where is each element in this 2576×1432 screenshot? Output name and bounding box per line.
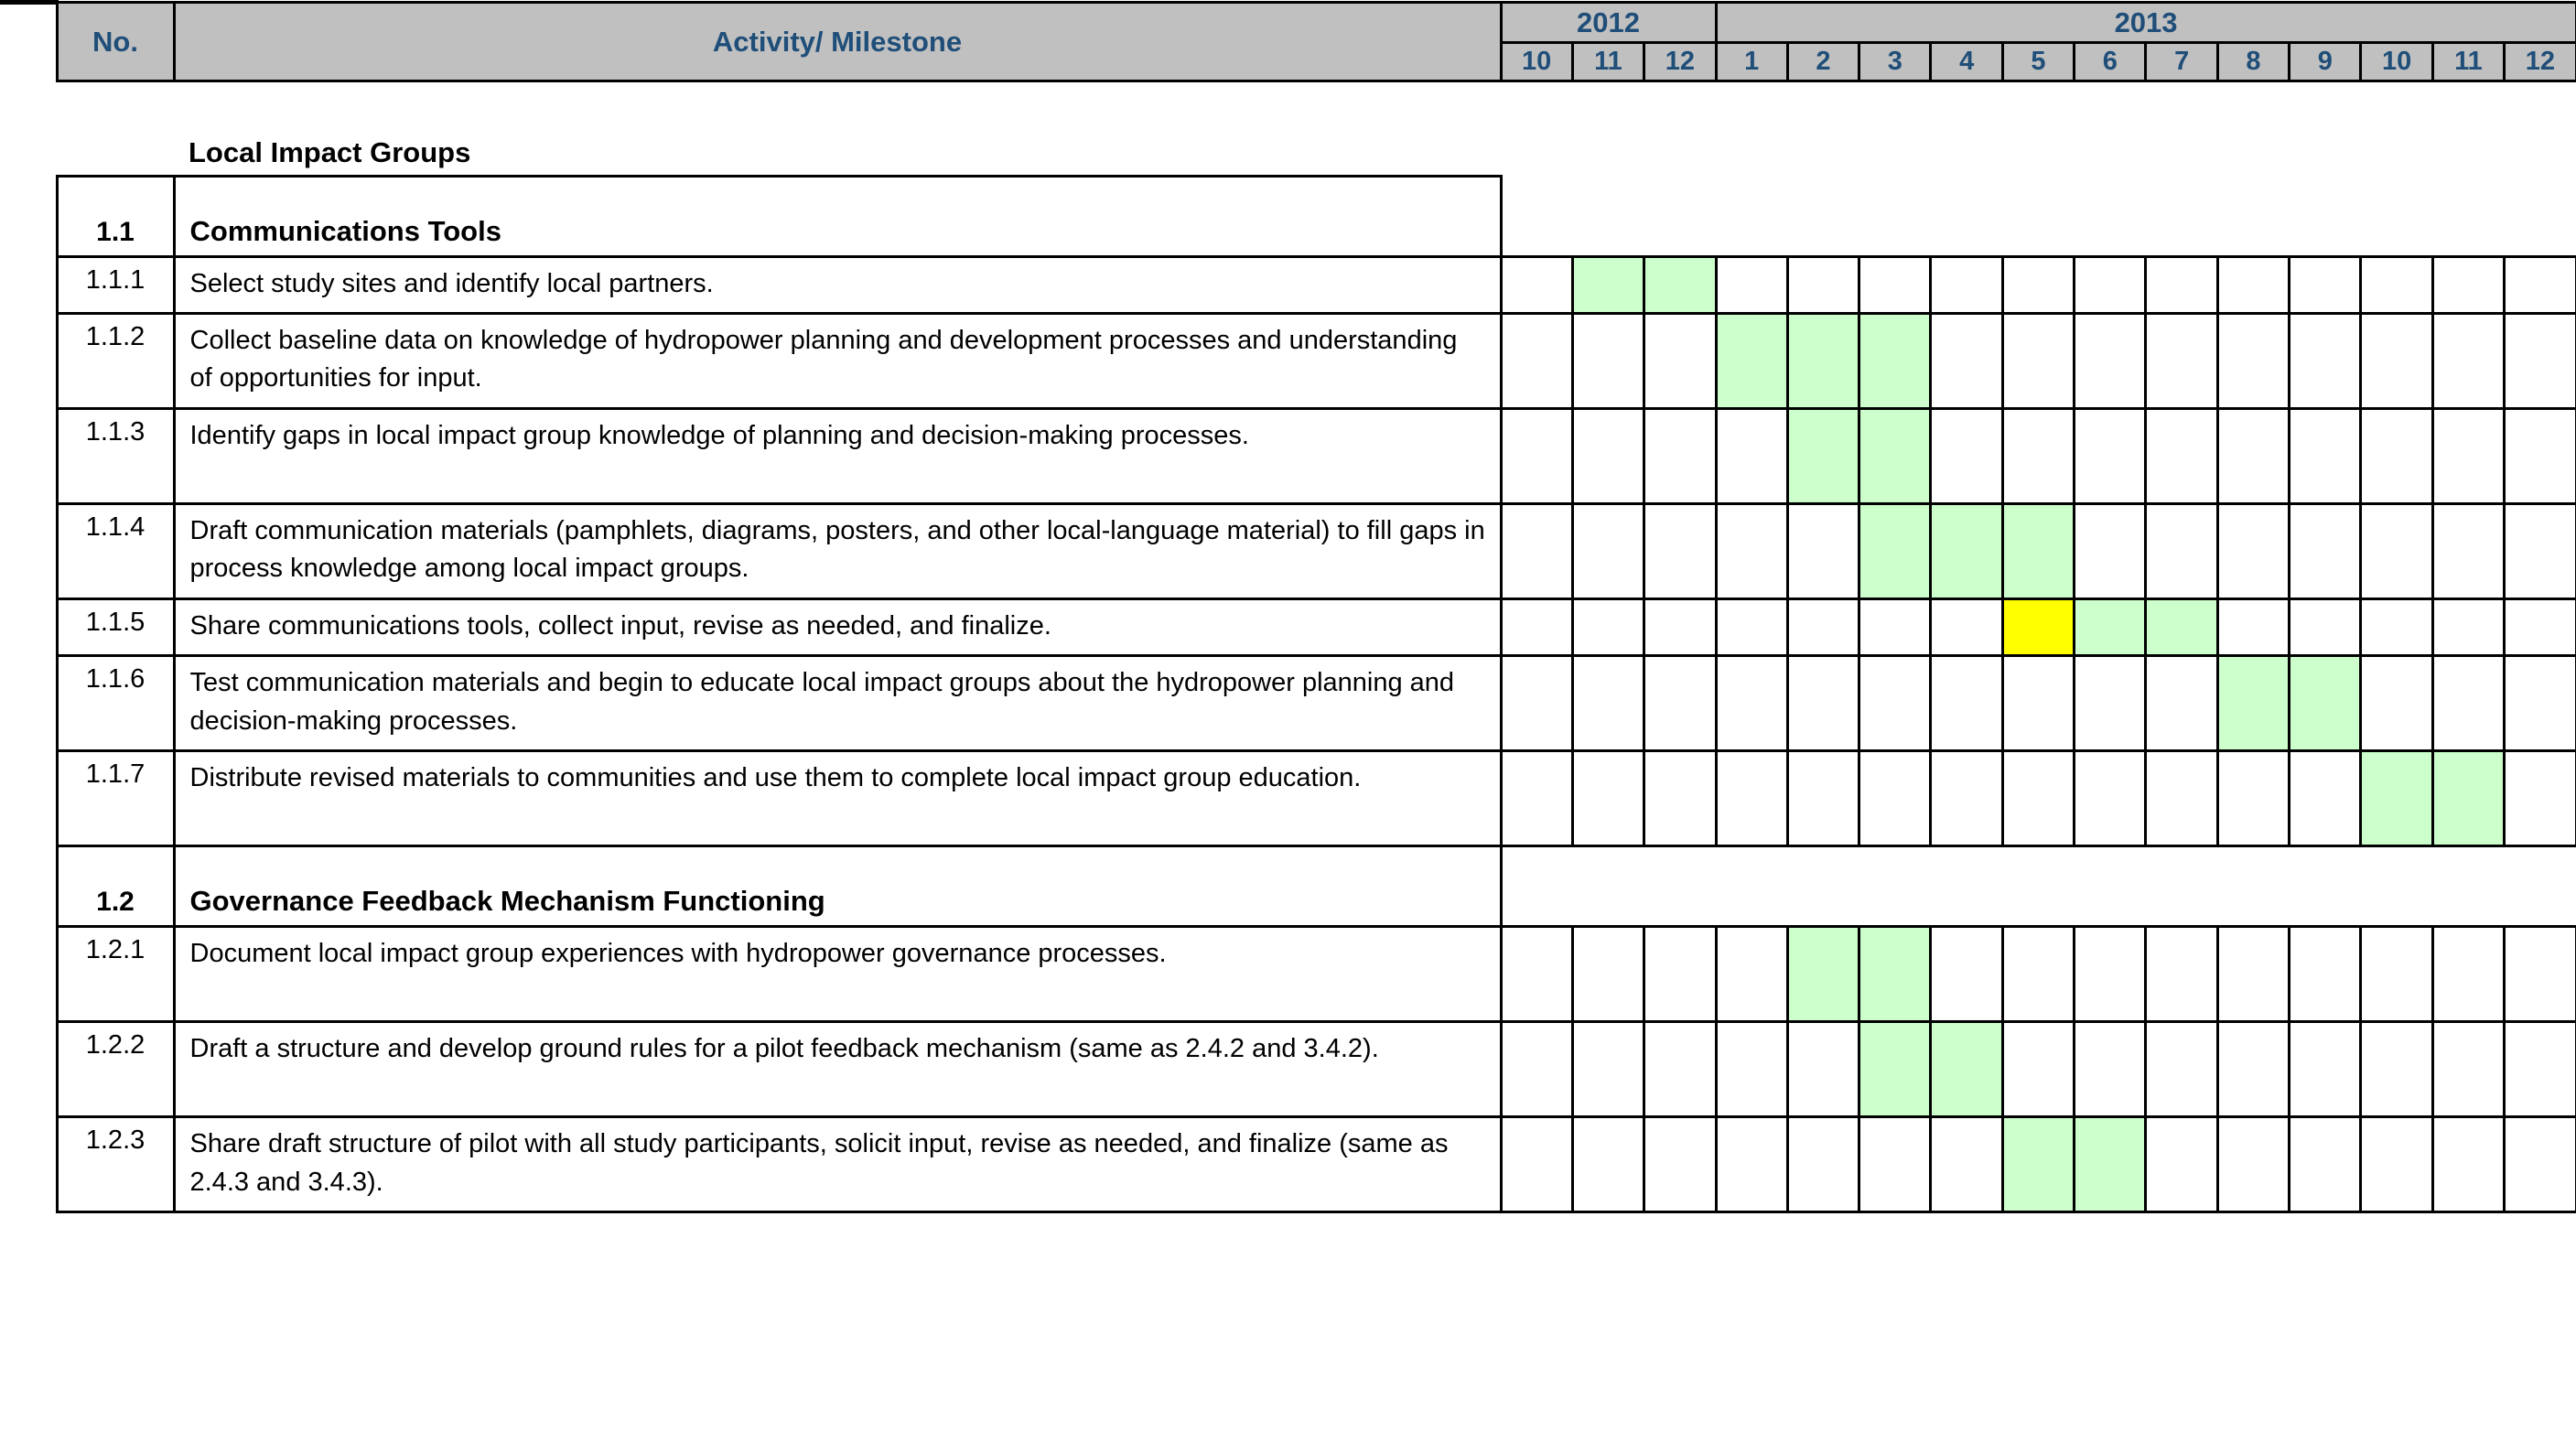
row-1.1.2-month-cell-0[interactable] bbox=[1501, 314, 1572, 409]
row-1.1.6-month-cell-6[interactable] bbox=[1931, 656, 2002, 751]
spacer-row-month-cell-8 bbox=[2075, 81, 2146, 118]
row-1.2.1-month-cell-2[interactable] bbox=[1644, 927, 1716, 1022]
table-row bbox=[0, 927, 2576, 1022]
row-1.2.1-month-cell-1[interactable] bbox=[1572, 927, 1644, 1022]
group-row-1.2-month-cell-7 bbox=[2002, 846, 2074, 927]
row-1.2.3-month-cell-13[interactable] bbox=[2432, 1117, 2504, 1212]
row-1.2.1-month-cell-6[interactable] bbox=[1931, 927, 2002, 1022]
row-1.2.3-month-cell-0[interactable] bbox=[1501, 1117, 1572, 1212]
row-1.1.3-month-cell-2[interactable] bbox=[1644, 409, 1716, 504]
row-1.1.5-month-cell-11[interactable] bbox=[2290, 599, 2361, 656]
header-output-spacer-2 bbox=[0, 43, 57, 81]
row-1.1.5-month-cell-7[interactable] bbox=[2002, 599, 2074, 656]
row-1.1.2-month-cell-2[interactable] bbox=[1644, 314, 1716, 409]
group-row-1.1-month-cell-12 bbox=[2361, 177, 2432, 257]
section-title-row-month-cell-5 bbox=[1859, 118, 1931, 177]
spacer-row-month-cell-13 bbox=[2432, 81, 2504, 118]
row-1.2.2-month-cell-1[interactable] bbox=[1572, 1022, 1644, 1117]
spacer-row-month-cell-6 bbox=[1931, 81, 2002, 118]
row-output-spacer-1.2.2 bbox=[0, 1022, 57, 1117]
row-output-spacer-1.1.1 bbox=[0, 257, 57, 314]
row-1.1.6-month-cell-10[interactable] bbox=[2217, 656, 2289, 751]
row-1.2.1-month-cell-7[interactable] bbox=[2002, 927, 2074, 1022]
section-output bbox=[0, 118, 57, 177]
row-output-spacer-1.1.2 bbox=[0, 314, 57, 409]
row-1.2.1-month-cell-9[interactable] bbox=[2146, 927, 2217, 1022]
row-1.1.5-month-cell-14[interactable] bbox=[2505, 599, 2576, 656]
spacer-no bbox=[57, 81, 174, 118]
row-1.1.2-month-cell-6[interactable] bbox=[1931, 314, 2002, 409]
row-activity-1.2.1: Document local impact group experiences with hydropower governance processes. bbox=[174, 927, 1501, 1022]
row-no-1.1.3: 1.1.3 bbox=[57, 409, 174, 504]
row-1.1.2-month-cell-3[interactable] bbox=[1716, 314, 1787, 409]
row-1.1.5-month-cell-0[interactable] bbox=[1501, 599, 1572, 656]
row-1.1.5-month-cell-10[interactable] bbox=[2217, 599, 2289, 656]
row-1.1.3-month-cell-7[interactable] bbox=[2002, 409, 2074, 504]
row-1.1.7-month-cell-2[interactable] bbox=[1644, 751, 1716, 846]
row-1.1.4-month-cell-0[interactable] bbox=[1501, 504, 1572, 599]
group-row-1.2-month-cell-14 bbox=[2505, 846, 2576, 927]
row-1.2.2-month-cell-6[interactable] bbox=[1931, 1022, 2002, 1117]
row-activity-1.1.5: Share communications tools, collect input, revise as needed, and finalize. bbox=[174, 599, 1501, 656]
row-1.2.3-month-cell-10[interactable] bbox=[2217, 1117, 2289, 1212]
output-marker-label-1.1 bbox=[0, 217, 57, 248]
group-row-1.1-month-cell-10 bbox=[2217, 177, 2289, 257]
section-title-row bbox=[0, 118, 2576, 177]
row-1.1.5-month-cell-6[interactable] bbox=[1931, 599, 2002, 656]
table-row bbox=[0, 599, 2576, 656]
group-row-1.1-month-cell-3 bbox=[1716, 177, 1787, 257]
row-1.2.2-month-cell-4[interactable] bbox=[1787, 1022, 1859, 1117]
group-row-1.2 bbox=[0, 846, 2576, 927]
row-1.1.7-month-cell-13[interactable] bbox=[2432, 751, 2504, 846]
header-month-2013-12: 12 bbox=[2505, 43, 2576, 81]
row-1.2.3-month-cell-12[interactable] bbox=[2361, 1117, 2432, 1212]
header-month-2013-10: 10 bbox=[2361, 43, 2432, 81]
group-row-1.1-month-cell-4 bbox=[1787, 177, 1859, 257]
row-1.1.2-month-cell-7[interactable] bbox=[2002, 314, 2074, 409]
row-activity-1.2.3: Share draft structure of pilot with all study participants, solicit input, revise as needed, and finalize (same as 2.4.3 and 3.4.3). bbox=[174, 1117, 1501, 1212]
row-1.2.3-month-cell-2[interactable] bbox=[1644, 1117, 1716, 1212]
row-1.1.7-month-cell-14[interactable] bbox=[2505, 751, 2576, 846]
row-1.1.5-month-cell-9[interactable] bbox=[2146, 599, 2217, 656]
group-row-1.2-month-cell-11 bbox=[2290, 846, 2361, 927]
row-1.2.2-month-cell-13[interactable] bbox=[2432, 1022, 2504, 1117]
row-no-1.1.7: 1.1.7 bbox=[57, 751, 174, 846]
row-1.2.2-month-cell-0[interactable] bbox=[1501, 1022, 1572, 1117]
group-row-1.2-month-cell-5 bbox=[1859, 846, 1931, 927]
row-no-1.2.1: 1.2.1 bbox=[57, 927, 174, 1022]
header-year-2013: 2013 bbox=[1716, 3, 2576, 43]
group-row-1.2-month-cell-13 bbox=[2432, 846, 2504, 927]
section-title-row-month-cell-11 bbox=[2290, 118, 2361, 177]
header-month-2013-4: 4 bbox=[1931, 43, 2002, 81]
row-no-1.1.4: 1.1.4 bbox=[57, 504, 174, 599]
row-1.2.1-month-cell-11[interactable] bbox=[2290, 927, 2361, 1022]
row-1.2.2-month-cell-11[interactable] bbox=[2290, 1022, 2361, 1117]
group-row-1.1-month-cell-14 bbox=[2505, 177, 2576, 257]
row-1.1.6-month-cell-5[interactable] bbox=[1859, 656, 1931, 751]
row-1.1.6-month-cell-2[interactable] bbox=[1644, 656, 1716, 751]
row-1.1.4-month-cell-7[interactable] bbox=[2002, 504, 2074, 599]
row-1.1.3-month-cell-5[interactable] bbox=[1859, 409, 1931, 504]
group-row-1.1-month-cell-1 bbox=[1572, 177, 1644, 257]
row-1.2.3-month-cell-5[interactable] bbox=[1859, 1117, 1931, 1212]
header-year-2012: 2012 bbox=[1501, 3, 1716, 43]
section-title-row-month-cell-8 bbox=[2075, 118, 2146, 177]
row-1.1.1-month-cell-0[interactable] bbox=[1501, 257, 1572, 314]
row-1.1.7-month-cell-1[interactable] bbox=[1572, 751, 1644, 846]
row-1.1.6-month-cell-14[interactable] bbox=[2505, 656, 2576, 751]
group-row-1.1-month-cell-6 bbox=[1931, 177, 2002, 257]
row-1.1.4-month-cell-11[interactable] bbox=[2290, 504, 2361, 599]
row-activity-1.1.2: Collect baseline data on knowledge of hydropower planning and development processes and understanding of opportunities for input. bbox=[174, 314, 1501, 409]
row-1.2.2-month-cell-2[interactable] bbox=[1644, 1022, 1716, 1117]
spacer-row-month-cell-4 bbox=[1787, 81, 1859, 118]
row-1.1.5-month-cell-1[interactable] bbox=[1572, 599, 1644, 656]
row-output-spacer-1.2.1 bbox=[0, 927, 57, 1022]
row-1.2.1-month-cell-5[interactable] bbox=[1859, 927, 1931, 1022]
row-1.1.6-month-cell-11[interactable] bbox=[2290, 656, 2361, 751]
group-title-1.1: Communications Tools bbox=[174, 177, 1501, 257]
group-row-1.2-month-cell-12 bbox=[2361, 846, 2432, 927]
row-1.2.3-month-cell-9[interactable] bbox=[2146, 1117, 2217, 1212]
row-no-1.1.2: 1.1.2 bbox=[57, 314, 174, 409]
row-1.1.6-month-cell-13[interactable] bbox=[2432, 656, 2504, 751]
row-no-1.1.1: 1.1.1 bbox=[57, 257, 174, 314]
row-1.2.2-month-cell-7[interactable] bbox=[2002, 1022, 2074, 1117]
row-1.1.1-month-cell-10[interactable] bbox=[2217, 257, 2289, 314]
row-1.1.6-month-cell-1[interactable] bbox=[1572, 656, 1644, 751]
header-month-2013-1: 1 bbox=[1716, 43, 1787, 81]
row-1.1.7-month-cell-12[interactable] bbox=[2361, 751, 2432, 846]
row-1.1.3-month-cell-12[interactable] bbox=[2361, 409, 2432, 504]
header-month-2013-9: 9 bbox=[2290, 43, 2361, 81]
row-1.1.2-month-cell-4[interactable] bbox=[1787, 314, 1859, 409]
row-1.1.5-month-cell-4[interactable] bbox=[1787, 599, 1859, 656]
row-1.1.7-month-cell-5[interactable] bbox=[1859, 751, 1931, 846]
section-title-row-month-cell-1 bbox=[1572, 118, 1644, 177]
header-month-2013-2: 2 bbox=[1787, 43, 1859, 81]
row-1.1.5-month-cell-12[interactable] bbox=[2361, 599, 2432, 656]
row-1.2.3-month-cell-6[interactable] bbox=[1931, 1117, 2002, 1212]
table-row bbox=[0, 257, 2576, 314]
header-month-2013-5: 5 bbox=[2002, 43, 2074, 81]
row-1.2.1-month-cell-13[interactable] bbox=[2432, 927, 2504, 1022]
spacer-row-month-cell-9 bbox=[2146, 81, 2217, 118]
spacer-activity bbox=[174, 81, 1501, 118]
row-1.1.1-month-cell-13[interactable] bbox=[2432, 257, 2504, 314]
row-1.1.2-month-cell-9[interactable] bbox=[2146, 314, 2217, 409]
section-no bbox=[57, 118, 174, 177]
row-1.2.1-month-cell-8[interactable] bbox=[2075, 927, 2146, 1022]
header-month-2012-10: 10 bbox=[1501, 43, 1572, 81]
row-1.1.2-month-cell-14[interactable] bbox=[2505, 314, 2576, 409]
section-title-row-month-cell-7 bbox=[2002, 118, 2074, 177]
row-1.1.2-month-cell-10[interactable] bbox=[2217, 314, 2289, 409]
row-1.1.1-month-cell-4[interactable] bbox=[1787, 257, 1859, 314]
section-title-row-month-cell-6 bbox=[1931, 118, 2002, 177]
group-row-1.1-month-cell-7 bbox=[2002, 177, 2074, 257]
row-1.1.4-month-cell-2[interactable] bbox=[1644, 504, 1716, 599]
row-1.1.5-month-cell-2[interactable] bbox=[1644, 599, 1716, 656]
row-1.1.7-month-cell-0[interactable] bbox=[1501, 751, 1572, 846]
table-row bbox=[0, 409, 2576, 504]
row-1.2.1-month-cell-4[interactable] bbox=[1787, 927, 1859, 1022]
header-month-2013-11: 11 bbox=[2432, 43, 2504, 81]
header-output-spacer bbox=[0, 3, 57, 43]
row-1.1.1-month-cell-9[interactable] bbox=[2146, 257, 2217, 314]
group-row-1.1-month-cell-2 bbox=[1644, 177, 1716, 257]
row-1.2.3-month-cell-14[interactable] bbox=[2505, 1117, 2576, 1212]
table-row bbox=[0, 656, 2576, 751]
row-1.2.1-month-cell-14[interactable] bbox=[2505, 927, 2576, 1022]
row-1.1.1-month-cell-8[interactable] bbox=[2075, 257, 2146, 314]
table-row bbox=[0, 1022, 2576, 1117]
spacer-row-month-cell-0 bbox=[1501, 81, 1572, 118]
row-1.1.3-month-cell-11[interactable] bbox=[2290, 409, 2361, 504]
output-marker-1.2 bbox=[0, 846, 57, 927]
row-1.2.1-month-cell-3[interactable] bbox=[1716, 927, 1787, 1022]
row-1.2.1-month-cell-12[interactable] bbox=[2361, 927, 2432, 1022]
group-row-1.1-month-cell-0 bbox=[1501, 177, 1572, 257]
row-no-1.2.3: 1.2.3 bbox=[57, 1117, 174, 1212]
spacer-row-month-cell-2 bbox=[1644, 81, 1716, 118]
row-1.2.2-month-cell-8[interactable] bbox=[2075, 1022, 2146, 1117]
spacer-row-month-cell-12 bbox=[2361, 81, 2432, 118]
row-1.1.3-month-cell-13[interactable] bbox=[2432, 409, 2504, 504]
row-1.1.7-month-cell-7[interactable] bbox=[2002, 751, 2074, 846]
section-title-row-month-cell-12 bbox=[2361, 118, 2432, 177]
row-1.1.1-month-cell-1[interactable] bbox=[1572, 257, 1644, 314]
group-row-1.2-month-cell-8 bbox=[2075, 846, 2146, 927]
group-no-1.2: 1.2 bbox=[57, 846, 174, 927]
spacer-row bbox=[0, 81, 2576, 118]
group-row-1.1-month-cell-11 bbox=[2290, 177, 2361, 257]
group-row-1.2-month-cell-4 bbox=[1787, 846, 1859, 927]
row-activity-1.2.2: Draft a structure and develop ground rules for a pilot feedback mechanism (same as 2.4.2 and 3.4.2). bbox=[174, 1022, 1501, 1117]
row-activity-1.1.3: Identify gaps in local impact group knowledge of planning and decision-making processes. bbox=[174, 409, 1501, 504]
group-row-1.1-month-cell-5 bbox=[1859, 177, 1931, 257]
row-1.1.3-month-cell-6[interactable] bbox=[1931, 409, 2002, 504]
row-1.1.3-month-cell-8[interactable] bbox=[2075, 409, 2146, 504]
header-month-2012-12: 12 bbox=[1644, 43, 1716, 81]
row-1.1.5-month-cell-13[interactable] bbox=[2432, 599, 2504, 656]
row-1.1.4-month-cell-6[interactable] bbox=[1931, 504, 2002, 599]
output-marker-label-1.2 bbox=[0, 887, 57, 918]
row-1.1.4-month-cell-10[interactable] bbox=[2217, 504, 2289, 599]
row-1.1.1-month-cell-2[interactable] bbox=[1644, 257, 1716, 314]
row-output-spacer-1.1.4 bbox=[0, 504, 57, 599]
row-1.1.3-month-cell-9[interactable] bbox=[2146, 409, 2217, 504]
row-1.1.3-month-cell-4[interactable] bbox=[1787, 409, 1859, 504]
row-activity-1.1.7: Distribute revised materials to communities and use them to complete local impact group education. bbox=[174, 751, 1501, 846]
row-1.1.2-month-cell-13[interactable] bbox=[2432, 314, 2504, 409]
row-activity-1.1.6: Test communication materials and begin to educate local impact groups about the hydropower planning and decision-making processes. bbox=[174, 656, 1501, 751]
section-title-row-month-cell-4 bbox=[1787, 118, 1859, 177]
row-1.1.4-month-cell-4[interactable] bbox=[1787, 504, 1859, 599]
row-1.1.3-month-cell-3[interactable] bbox=[1716, 409, 1787, 504]
row-1.1.1-month-cell-14[interactable] bbox=[2505, 257, 2576, 314]
header-activity: Activity/ Milestone bbox=[174, 3, 1501, 81]
table-row bbox=[0, 1117, 2576, 1212]
header-no: No. bbox=[57, 3, 174, 81]
row-1.1.1-month-cell-6[interactable] bbox=[1931, 257, 2002, 314]
row-1.1.6-month-cell-4[interactable] bbox=[1787, 656, 1859, 751]
row-1.1.1-month-cell-7[interactable] bbox=[2002, 257, 2074, 314]
row-1.2.3-month-cell-8[interactable] bbox=[2075, 1117, 2146, 1212]
row-1.1.2-month-cell-12[interactable] bbox=[2361, 314, 2432, 409]
row-1.1.2-month-cell-1[interactable] bbox=[1572, 314, 1644, 409]
row-1.2.1-month-cell-10[interactable] bbox=[2217, 927, 2289, 1022]
row-1.2.2-month-cell-3[interactable] bbox=[1716, 1022, 1787, 1117]
row-1.2.1-month-cell-0[interactable] bbox=[1501, 927, 1572, 1022]
header-month-2013-8: 8 bbox=[2217, 43, 2289, 81]
row-1.2.3-month-cell-7[interactable] bbox=[2002, 1117, 2074, 1212]
section-title-row-month-cell-10 bbox=[2217, 118, 2289, 177]
row-1.1.3-month-cell-10[interactable] bbox=[2217, 409, 2289, 504]
group-row-1.2-month-cell-10 bbox=[2217, 846, 2289, 927]
row-1.1.4-month-cell-14[interactable] bbox=[2505, 504, 2576, 599]
spacer-row-month-cell-11 bbox=[2290, 81, 2361, 118]
header-month-2013-3: 3 bbox=[1859, 43, 1931, 81]
spacer-row-month-cell-3 bbox=[1716, 81, 1787, 118]
row-1.1.4-month-cell-9[interactable] bbox=[2146, 504, 2217, 599]
row-1.1.4-month-cell-13[interactable] bbox=[2432, 504, 2504, 599]
row-1.1.5-month-cell-5[interactable] bbox=[1859, 599, 1931, 656]
row-1.1.1-month-cell-3[interactable] bbox=[1716, 257, 1787, 314]
row-1.1.2-month-cell-5[interactable] bbox=[1859, 314, 1931, 409]
row-1.2.3-month-cell-11[interactable] bbox=[2290, 1117, 2361, 1212]
spacer-row-month-cell-1 bbox=[1572, 81, 1644, 118]
row-1.1.6-month-cell-0[interactable] bbox=[1501, 656, 1572, 751]
row-1.1.7-month-cell-11[interactable] bbox=[2290, 751, 2361, 846]
row-1.2.2-month-cell-5[interactable] bbox=[1859, 1022, 1931, 1117]
row-1.1.6-month-cell-3[interactable] bbox=[1716, 656, 1787, 751]
row-1.1.1-month-cell-12[interactable] bbox=[2361, 257, 2432, 314]
row-1.1.2-month-cell-11[interactable] bbox=[2290, 314, 2361, 409]
row-1.1.7-month-cell-8[interactable] bbox=[2075, 751, 2146, 846]
row-1.1.6-month-cell-12[interactable] bbox=[2361, 656, 2432, 751]
table-row bbox=[0, 504, 2576, 599]
spacer-row-month-cell-7 bbox=[2002, 81, 2074, 118]
row-activity-1.1.4: Draft communication materials (pamphlets, diagrams, posters, and other local-language material) to fill gaps in process knowledge among local impact groups. bbox=[174, 504, 1501, 599]
group-row-1.2-month-cell-1 bbox=[1572, 846, 1644, 927]
section-title-row-month-cell-0 bbox=[1501, 118, 1572, 177]
row-no-1.2.2: 1.2.2 bbox=[57, 1022, 174, 1117]
row-no-1.1.6: 1.1.6 bbox=[57, 656, 174, 751]
row-1.2.2-month-cell-10[interactable] bbox=[2217, 1022, 2289, 1117]
section-title-row-month-cell-14 bbox=[2505, 118, 2576, 177]
group-row-1.1 bbox=[0, 177, 2576, 257]
section-title-row-month-cell-2 bbox=[1644, 118, 1716, 177]
section-title-row-month-cell-13 bbox=[2432, 118, 2504, 177]
row-output-spacer-1.1.7 bbox=[0, 751, 57, 846]
group-row-1.2-month-cell-6 bbox=[1931, 846, 2002, 927]
row-output-spacer-1.1.3 bbox=[0, 409, 57, 504]
row-1.1.7-month-cell-6[interactable] bbox=[1931, 751, 2002, 846]
header-month-2013-6: 6 bbox=[2075, 43, 2146, 81]
group-row-1.1-month-cell-13 bbox=[2432, 177, 2504, 257]
row-output-spacer-1.1.5 bbox=[0, 599, 57, 656]
row-1.1.6-month-cell-8[interactable] bbox=[2075, 656, 2146, 751]
row-1.2.3-month-cell-3[interactable] bbox=[1716, 1117, 1787, 1212]
header-month-2012-11: 11 bbox=[1572, 43, 1644, 81]
row-1.1.7-month-cell-3[interactable] bbox=[1716, 751, 1787, 846]
row-1.1.7-month-cell-10[interactable] bbox=[2217, 751, 2289, 846]
row-1.1.2-month-cell-8[interactable] bbox=[2075, 314, 2146, 409]
row-1.1.1-month-cell-5[interactable] bbox=[1859, 257, 1931, 314]
row-1.1.6-month-cell-9[interactable] bbox=[2146, 656, 2217, 751]
header-row-years bbox=[0, 3, 2576, 43]
row-1.1.3-month-cell-1[interactable] bbox=[1572, 409, 1644, 504]
group-row-1.2-month-cell-3 bbox=[1716, 846, 1787, 927]
row-activity-1.1.1: Select study sites and identify local partners. bbox=[174, 257, 1501, 314]
row-1.1.4-month-cell-5[interactable] bbox=[1859, 504, 1931, 599]
row-1.1.7-month-cell-9[interactable] bbox=[2146, 751, 2217, 846]
group-row-1.2-month-cell-2 bbox=[1644, 846, 1716, 927]
row-1.1.4-month-cell-3[interactable] bbox=[1716, 504, 1787, 599]
header-month-2013-7: 7 bbox=[2146, 43, 2217, 81]
row-output-spacer-1.1.6 bbox=[0, 656, 57, 751]
spacer-row-month-cell-10 bbox=[2217, 81, 2289, 118]
spacer-row-month-cell-5 bbox=[1859, 81, 1931, 118]
row-1.1.4-month-cell-12[interactable] bbox=[2361, 504, 2432, 599]
row-1.1.3-month-cell-14[interactable] bbox=[2505, 409, 2576, 504]
group-no-1.1: 1.1 bbox=[57, 177, 174, 257]
row-1.1.4-month-cell-1[interactable] bbox=[1572, 504, 1644, 599]
section-title-row-month-cell-3 bbox=[1716, 118, 1787, 177]
table-row bbox=[0, 314, 2576, 409]
group-row-1.2-month-cell-0 bbox=[1501, 846, 1572, 927]
output-marker-1.1 bbox=[0, 177, 57, 257]
row-1.1.5-month-cell-3[interactable] bbox=[1716, 599, 1787, 656]
group-row-1.1-month-cell-8 bbox=[2075, 177, 2146, 257]
row-1.1.4-month-cell-8[interactable] bbox=[2075, 504, 2146, 599]
table-header bbox=[0, 3, 2576, 81]
group-row-1.2-month-cell-9 bbox=[2146, 846, 2217, 927]
group-title-1.2: Governance Feedback Mechanism Functioning bbox=[174, 846, 1501, 927]
row-no-1.1.5: 1.1.5 bbox=[57, 599, 174, 656]
spacer-output bbox=[0, 81, 57, 118]
row-1.1.5-month-cell-8[interactable] bbox=[2075, 599, 2146, 656]
row-1.2.2-month-cell-14[interactable] bbox=[2505, 1022, 2576, 1117]
row-1.2.2-month-cell-12[interactable] bbox=[2361, 1022, 2432, 1117]
spacer-row-month-cell-14 bbox=[2505, 81, 2576, 118]
row-1.2.3-month-cell-1[interactable] bbox=[1572, 1117, 1644, 1212]
row-1.2.2-month-cell-9[interactable] bbox=[2146, 1022, 2217, 1117]
group-row-1.1-month-cell-9 bbox=[2146, 177, 2217, 257]
row-1.2.3-month-cell-4[interactable] bbox=[1787, 1117, 1859, 1212]
row-1.1.3-month-cell-0[interactable] bbox=[1501, 409, 1572, 504]
section-title-row-month-cell-9 bbox=[2146, 118, 2217, 177]
row-1.1.1-month-cell-11[interactable] bbox=[2290, 257, 2361, 314]
table-body bbox=[0, 81, 2576, 1212]
row-1.1.6-month-cell-7[interactable] bbox=[2002, 656, 2074, 751]
table-row bbox=[0, 751, 2576, 846]
section-title: Local Impact Groups bbox=[174, 118, 1501, 177]
row-output-spacer-1.2.3 bbox=[0, 1117, 57, 1212]
row-1.1.7-month-cell-4[interactable] bbox=[1787, 751, 1859, 846]
